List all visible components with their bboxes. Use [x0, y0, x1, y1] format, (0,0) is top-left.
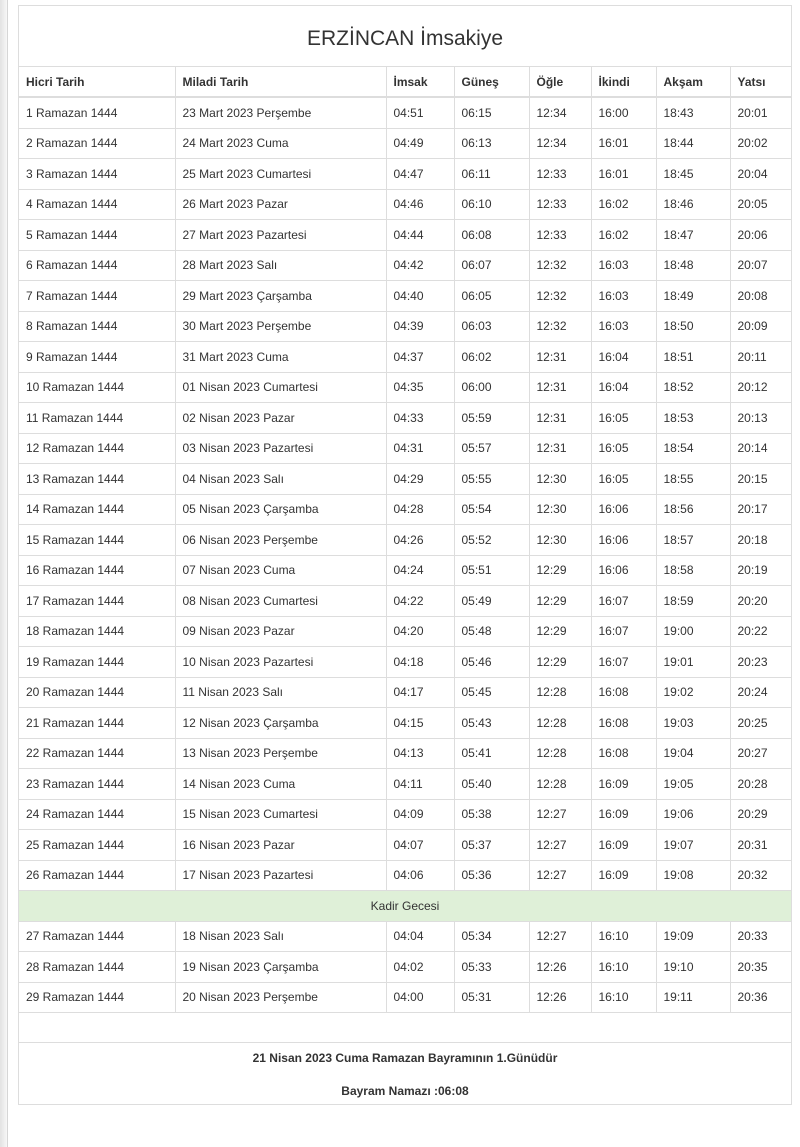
cell-hicri: 5 Ramazan 1444	[19, 220, 175, 251]
cell-miladi: 25 Mart 2023 Cumartesi	[175, 159, 386, 190]
cell-hicri: 16 Ramazan 1444	[19, 555, 175, 586]
cell-aksam: 19:02	[656, 677, 730, 708]
cell-ikindi: 16:03	[591, 311, 656, 342]
cell-gunes: 05:33	[454, 952, 529, 983]
table-row	[19, 799, 791, 830]
cell-miladi: 12 Nisan 2023 Çarşamba	[175, 708, 386, 739]
table-header-row	[19, 67, 791, 97]
table-row	[19, 311, 791, 342]
cell-hicri: 15 Ramazan 1444	[19, 525, 175, 556]
table-row	[19, 159, 791, 190]
cell-gunes: 06:15	[454, 97, 529, 128]
cell-yatsi: 20:29	[730, 799, 791, 830]
cell-ikindi: 16:02	[591, 189, 656, 220]
cell-gunes: 06:13	[454, 128, 529, 159]
cell-ogle: 12:29	[529, 586, 591, 617]
table-row	[19, 982, 791, 1013]
cell-yatsi: 20:27	[730, 738, 791, 769]
table-body-end	[19, 921, 791, 1013]
cell-imsak: 04:49	[386, 128, 454, 159]
window-left-edge	[0, 0, 8, 1147]
cell-ikindi: 16:10	[591, 952, 656, 983]
table-row	[19, 738, 791, 769]
cell-aksam: 18:43	[656, 97, 730, 128]
cell-gunes: 06:00	[454, 372, 529, 403]
cell-gunes: 06:11	[454, 159, 529, 190]
cell-imsak: 04:40	[386, 281, 454, 312]
cell-yatsi: 20:35	[730, 952, 791, 983]
cell-ogle: 12:33	[529, 159, 591, 190]
cell-imsak: 04:00	[386, 982, 454, 1013]
cell-ogle: 12:27	[529, 830, 591, 861]
col-header-gunes: Güneş	[454, 67, 529, 97]
cell-miladi: 03 Nisan 2023 Pazartesi	[175, 433, 386, 464]
cell-gunes: 05:34	[454, 921, 529, 952]
cell-ikindi: 16:04	[591, 372, 656, 403]
cell-gunes: 05:54	[454, 494, 529, 525]
cell-gunes: 06:05	[454, 281, 529, 312]
cell-miladi: 02 Nisan 2023 Pazar	[175, 403, 386, 434]
cell-ikindi: 16:10	[591, 921, 656, 952]
cell-imsak: 04:47	[386, 159, 454, 190]
cell-ogle: 12:30	[529, 464, 591, 495]
table-row	[19, 952, 791, 983]
cell-gunes: 05:52	[454, 525, 529, 556]
cell-hicri: 12 Ramazan 1444	[19, 433, 175, 464]
col-header-ogle: Öğle	[529, 67, 591, 97]
cell-hicri: 22 Ramazan 1444	[19, 738, 175, 769]
cell-ikindi: 16:07	[591, 616, 656, 647]
cell-ikindi: 16:07	[591, 647, 656, 678]
cell-miladi: 28 Mart 2023 Salı	[175, 250, 386, 281]
cell-ikindi: 16:01	[591, 159, 656, 190]
cell-ogle: 12:28	[529, 708, 591, 739]
cell-yatsi: 20:25	[730, 708, 791, 739]
cell-ikindi: 16:09	[591, 860, 656, 891]
cell-hicri: 1 Ramazan 1444	[19, 97, 175, 128]
col-header-imsak: İmsak	[386, 67, 454, 97]
cell-yatsi: 20:33	[730, 921, 791, 952]
cell-yatsi: 20:02	[730, 128, 791, 159]
cell-ikindi: 16:05	[591, 403, 656, 434]
table-row	[19, 616, 791, 647]
page-title: ERZİNCAN İmsakiye	[19, 6, 791, 67]
cell-ogle: 12:27	[529, 860, 591, 891]
cell-aksam: 18:45	[656, 159, 730, 190]
cell-imsak: 04:06	[386, 860, 454, 891]
cell-imsak: 04:29	[386, 464, 454, 495]
cell-imsak: 04:39	[386, 311, 454, 342]
cell-hicri: 7 Ramazan 1444	[19, 281, 175, 312]
cell-ikindi: 16:07	[591, 586, 656, 617]
cell-ogle: 12:31	[529, 403, 591, 434]
cell-imsak: 04:42	[386, 250, 454, 281]
cell-ikindi: 16:04	[591, 342, 656, 373]
cell-yatsi: 20:20	[730, 586, 791, 617]
cell-yatsi: 20:11	[730, 342, 791, 373]
table-row	[19, 830, 791, 861]
cell-ogle: 12:30	[529, 525, 591, 556]
table-row	[19, 128, 791, 159]
cell-ogle: 12:32	[529, 250, 591, 281]
bayram-note: 21 Nisan 2023 Cuma Ramazan Bayramının 1.Günüdür	[252, 1051, 558, 1065]
cell-aksam: 18:58	[656, 555, 730, 586]
cell-yatsi: 20:22	[730, 616, 791, 647]
cell-ikindi: 16:08	[591, 677, 656, 708]
cell-hicri: 17 Ramazan 1444	[19, 586, 175, 617]
cell-hicri: 3 Ramazan 1444	[19, 159, 175, 190]
cell-hicri: 9 Ramazan 1444	[19, 342, 175, 373]
cell-imsak: 04:18	[386, 647, 454, 678]
cell-aksam: 19:00	[656, 616, 730, 647]
cell-hicri: 2 Ramazan 1444	[19, 128, 175, 159]
table-row	[19, 921, 791, 952]
cell-imsak: 04:11	[386, 769, 454, 800]
cell-yatsi: 20:13	[730, 403, 791, 434]
table-row	[19, 372, 791, 403]
cell-ogle: 12:34	[529, 128, 591, 159]
cell-imsak: 04:31	[386, 433, 454, 464]
cell-hicri: 27 Ramazan 1444	[19, 921, 175, 952]
cell-ikindi: 16:09	[591, 830, 656, 861]
table-row	[19, 494, 791, 525]
cell-miladi: 09 Nisan 2023 Pazar	[175, 616, 386, 647]
cell-ogle: 12:33	[529, 220, 591, 251]
col-header-aksam: Akşam	[656, 67, 730, 97]
cell-yatsi: 20:18	[730, 525, 791, 556]
cell-yatsi: 20:31	[730, 830, 791, 861]
cell-miladi: 31 Mart 2023 Cuma	[175, 342, 386, 373]
cell-gunes: 05:45	[454, 677, 529, 708]
cell-ogle: 12:29	[529, 616, 591, 647]
cell-aksam: 19:08	[656, 860, 730, 891]
cell-yatsi: 20:07	[730, 250, 791, 281]
cell-aksam: 18:44	[656, 128, 730, 159]
cell-aksam: 18:53	[656, 403, 730, 434]
table-row	[19, 708, 791, 739]
cell-ogle: 12:26	[529, 952, 591, 983]
table-row	[19, 647, 791, 678]
cell-aksam: 18:48	[656, 250, 730, 281]
cell-miladi: 15 Nisan 2023 Cumartesi	[175, 799, 386, 830]
cell-gunes: 05:43	[454, 708, 529, 739]
cell-miladi: 14 Nisan 2023 Cuma	[175, 769, 386, 800]
cell-imsak: 04:24	[386, 555, 454, 586]
special-row	[19, 891, 791, 922]
cell-miladi: 20 Nisan 2023 Perşembe	[175, 982, 386, 1013]
cell-yatsi: 20:01	[730, 97, 791, 128]
cell-aksam: 19:07	[656, 830, 730, 861]
cell-aksam: 18:51	[656, 342, 730, 373]
cell-hicri: 23 Ramazan 1444	[19, 769, 175, 800]
cell-ikindi: 16:08	[591, 738, 656, 769]
cell-hicri: 4 Ramazan 1444	[19, 189, 175, 220]
table-row	[19, 403, 791, 434]
cell-yatsi: 20:12	[730, 372, 791, 403]
cell-aksam: 19:10	[656, 952, 730, 983]
table-row	[19, 860, 791, 891]
cell-miladi: 07 Nisan 2023 Cuma	[175, 555, 386, 586]
cell-miladi: 05 Nisan 2023 Çarşamba	[175, 494, 386, 525]
cell-hicri: 20 Ramazan 1444	[19, 677, 175, 708]
cell-ikindi: 16:05	[591, 464, 656, 495]
cell-hicri: 26 Ramazan 1444	[19, 860, 175, 891]
table-row	[19, 281, 791, 312]
table-body-main	[19, 97, 791, 891]
cell-miladi: 08 Nisan 2023 Cumartesi	[175, 586, 386, 617]
cell-gunes: 05:51	[454, 555, 529, 586]
table-row	[19, 525, 791, 556]
cell-yatsi: 20:32	[730, 860, 791, 891]
table-row	[19, 464, 791, 495]
cell-miladi: 23 Mart 2023 Perşembe	[175, 97, 386, 128]
table-row	[19, 769, 791, 800]
col-header-ikindi: İkindi	[591, 67, 656, 97]
cell-gunes: 05:55	[454, 464, 529, 495]
cell-ogle: 12:28	[529, 738, 591, 769]
cell-yatsi: 20:23	[730, 647, 791, 678]
cell-ogle: 12:27	[529, 921, 591, 952]
cell-hicri: 10 Ramazan 1444	[19, 372, 175, 403]
cell-imsak: 04:22	[386, 586, 454, 617]
cell-hicri: 25 Ramazan 1444	[19, 830, 175, 861]
cell-ogle: 12:31	[529, 433, 591, 464]
table-row	[19, 189, 791, 220]
cell-ikindi: 16:09	[591, 799, 656, 830]
cell-yatsi: 20:36	[730, 982, 791, 1013]
cell-gunes: 05:31	[454, 982, 529, 1013]
cell-yatsi: 20:08	[730, 281, 791, 312]
cell-hicri: 19 Ramazan 1444	[19, 647, 175, 678]
cell-gunes: 05:38	[454, 799, 529, 830]
cell-miladi: 19 Nisan 2023 Çarşamba	[175, 952, 386, 983]
cell-hicri: 18 Ramazan 1444	[19, 616, 175, 647]
empty-row	[19, 1013, 791, 1043]
cell-yatsi: 20:04	[730, 159, 791, 190]
cell-yatsi: 20:28	[730, 769, 791, 800]
cell-imsak: 04:02	[386, 952, 454, 983]
cell-miladi: 29 Mart 2023 Çarşamba	[175, 281, 386, 312]
cell-gunes: 06:10	[454, 189, 529, 220]
cell-ogle: 12:29	[529, 647, 591, 678]
cell-ogle: 12:28	[529, 677, 591, 708]
cell-ogle: 12:33	[529, 189, 591, 220]
cell-yatsi: 20:05	[730, 189, 791, 220]
cell-imsak: 04:04	[386, 921, 454, 952]
cell-imsak: 04:09	[386, 799, 454, 830]
cell-gunes: 05:40	[454, 769, 529, 800]
cell-ikindi: 16:06	[591, 494, 656, 525]
cell-aksam: 19:01	[656, 647, 730, 678]
table-row	[19, 555, 791, 586]
cell-miladi: 17 Nisan 2023 Pazartesi	[175, 860, 386, 891]
cell-miladi: 26 Mart 2023 Pazar	[175, 189, 386, 220]
cell-miladi: 06 Nisan 2023 Perşembe	[175, 525, 386, 556]
table-row	[19, 342, 791, 373]
cell-aksam: 19:06	[656, 799, 730, 830]
cell-aksam: 18:56	[656, 494, 730, 525]
table-row	[19, 677, 791, 708]
cell-ogle: 12:30	[529, 494, 591, 525]
cell-ogle: 12:29	[529, 555, 591, 586]
cell-ikindi: 16:09	[591, 769, 656, 800]
cell-aksam: 18:59	[656, 586, 730, 617]
cell-hicri: 21 Ramazan 1444	[19, 708, 175, 739]
cell-miladi: 18 Nisan 2023 Salı	[175, 921, 386, 952]
cell-ikindi: 16:10	[591, 982, 656, 1013]
cell-aksam: 19:05	[656, 769, 730, 800]
cell-ikindi: 16:03	[591, 250, 656, 281]
cell-aksam: 18:47	[656, 220, 730, 251]
cell-ogle: 12:34	[529, 97, 591, 128]
cell-aksam: 18:50	[656, 311, 730, 342]
cell-hicri: 11 Ramazan 1444	[19, 403, 175, 434]
cell-aksam: 18:54	[656, 433, 730, 464]
cell-gunes: 06:07	[454, 250, 529, 281]
imsakiye-panel	[18, 5, 792, 1105]
cell-yatsi: 20:17	[730, 494, 791, 525]
cell-ikindi: 16:06	[591, 525, 656, 556]
cell-aksam: 18:46	[656, 189, 730, 220]
cell-yatsi: 20:14	[730, 433, 791, 464]
cell-ikindi: 16:08	[591, 708, 656, 739]
cell-aksam: 18:57	[656, 525, 730, 556]
cell-ogle: 12:32	[529, 311, 591, 342]
cell-imsak: 04:33	[386, 403, 454, 434]
cell-imsak: 04:35	[386, 372, 454, 403]
cell-ogle: 12:31	[529, 372, 591, 403]
cell-ogle: 12:28	[529, 769, 591, 800]
cell-ogle: 12:31	[529, 342, 591, 373]
cell-hicri: 6 Ramazan 1444	[19, 250, 175, 281]
cell-yatsi: 20:06	[730, 220, 791, 251]
cell-hicri: 28 Ramazan 1444	[19, 952, 175, 983]
cell-ikindi: 16:02	[591, 220, 656, 251]
cell-imsak: 04:17	[386, 677, 454, 708]
cell-gunes: 06:03	[454, 311, 529, 342]
cell-hicri: 13 Ramazan 1444	[19, 464, 175, 495]
cell-gunes: 05:57	[454, 433, 529, 464]
cell-ikindi: 16:01	[591, 128, 656, 159]
col-header-yatsi: Yatsı	[730, 67, 791, 97]
table-row	[19, 97, 791, 128]
cell-gunes: 05:36	[454, 860, 529, 891]
cell-ikindi: 16:00	[591, 97, 656, 128]
cell-imsak: 04:51	[386, 97, 454, 128]
cell-gunes: 05:37	[454, 830, 529, 861]
cell-yatsi: 20:19	[730, 555, 791, 586]
cell-ikindi: 16:03	[591, 281, 656, 312]
cell-miladi: 30 Mart 2023 Perşembe	[175, 311, 386, 342]
cell-imsak: 04:20	[386, 616, 454, 647]
cell-imsak: 04:26	[386, 525, 454, 556]
cell-aksam: 19:04	[656, 738, 730, 769]
cell-ikindi: 16:06	[591, 555, 656, 586]
cell-ogle: 12:32	[529, 281, 591, 312]
prayer-times-table	[19, 67, 791, 1013]
cell-imsak: 04:07	[386, 830, 454, 861]
cell-gunes: 06:08	[454, 220, 529, 251]
cell-hicri: 24 Ramazan 1444	[19, 799, 175, 830]
cell-imsak: 04:46	[386, 189, 454, 220]
cell-imsak: 04:44	[386, 220, 454, 251]
cell-miladi: 24 Mart 2023 Cuma	[175, 128, 386, 159]
cell-gunes: 05:59	[454, 403, 529, 434]
cell-aksam: 18:52	[656, 372, 730, 403]
kadir-gecesi-label: Kadir Gecesi	[19, 891, 791, 922]
cell-miladi: 01 Nisan 2023 Cumartesi	[175, 372, 386, 403]
cell-miladi: 04 Nisan 2023 Salı	[175, 464, 386, 495]
col-header-hicri: Hicri Tarih	[19, 67, 175, 97]
cell-aksam: 19:03	[656, 708, 730, 739]
cell-aksam: 18:49	[656, 281, 730, 312]
cell-aksam: 19:11	[656, 982, 730, 1013]
cell-imsak: 04:37	[386, 342, 454, 373]
cell-gunes: 05:41	[454, 738, 529, 769]
cell-hicri: 14 Ramazan 1444	[19, 494, 175, 525]
cell-gunes: 05:48	[454, 616, 529, 647]
cell-miladi: 16 Nisan 2023 Pazar	[175, 830, 386, 861]
cell-imsak: 04:28	[386, 494, 454, 525]
cell-miladi: 27 Mart 2023 Pazartesi	[175, 220, 386, 251]
cell-ikindi: 16:05	[591, 433, 656, 464]
cell-yatsi: 20:15	[730, 464, 791, 495]
cell-miladi: 13 Nisan 2023 Perşembe	[175, 738, 386, 769]
cell-hicri: 8 Ramazan 1444	[19, 311, 175, 342]
col-header-miladi: Miladi Tarih	[175, 67, 386, 97]
table-row	[19, 433, 791, 464]
cell-yatsi: 20:09	[730, 311, 791, 342]
table-body-special	[19, 891, 791, 922]
cell-miladi: 11 Nisan 2023 Salı	[175, 677, 386, 708]
table-row	[19, 586, 791, 617]
cell-gunes: 05:49	[454, 586, 529, 617]
cell-aksam: 19:09	[656, 921, 730, 952]
cell-yatsi: 20:24	[730, 677, 791, 708]
cell-gunes: 06:02	[454, 342, 529, 373]
cell-miladi: 10 Nisan 2023 Pazartesi	[175, 647, 386, 678]
bayram-prayer-time: Bayram Namazı :06:08	[341, 1084, 469, 1098]
cell-hicri: 29 Ramazan 1444	[19, 982, 175, 1013]
cell-aksam: 18:55	[656, 464, 730, 495]
cell-imsak: 04:15	[386, 708, 454, 739]
table-row	[19, 250, 791, 281]
table-row	[19, 220, 791, 251]
cell-gunes: 05:46	[454, 647, 529, 678]
cell-ogle: 12:27	[529, 799, 591, 830]
cell-ogle: 12:26	[529, 982, 591, 1013]
cell-imsak: 04:13	[386, 738, 454, 769]
